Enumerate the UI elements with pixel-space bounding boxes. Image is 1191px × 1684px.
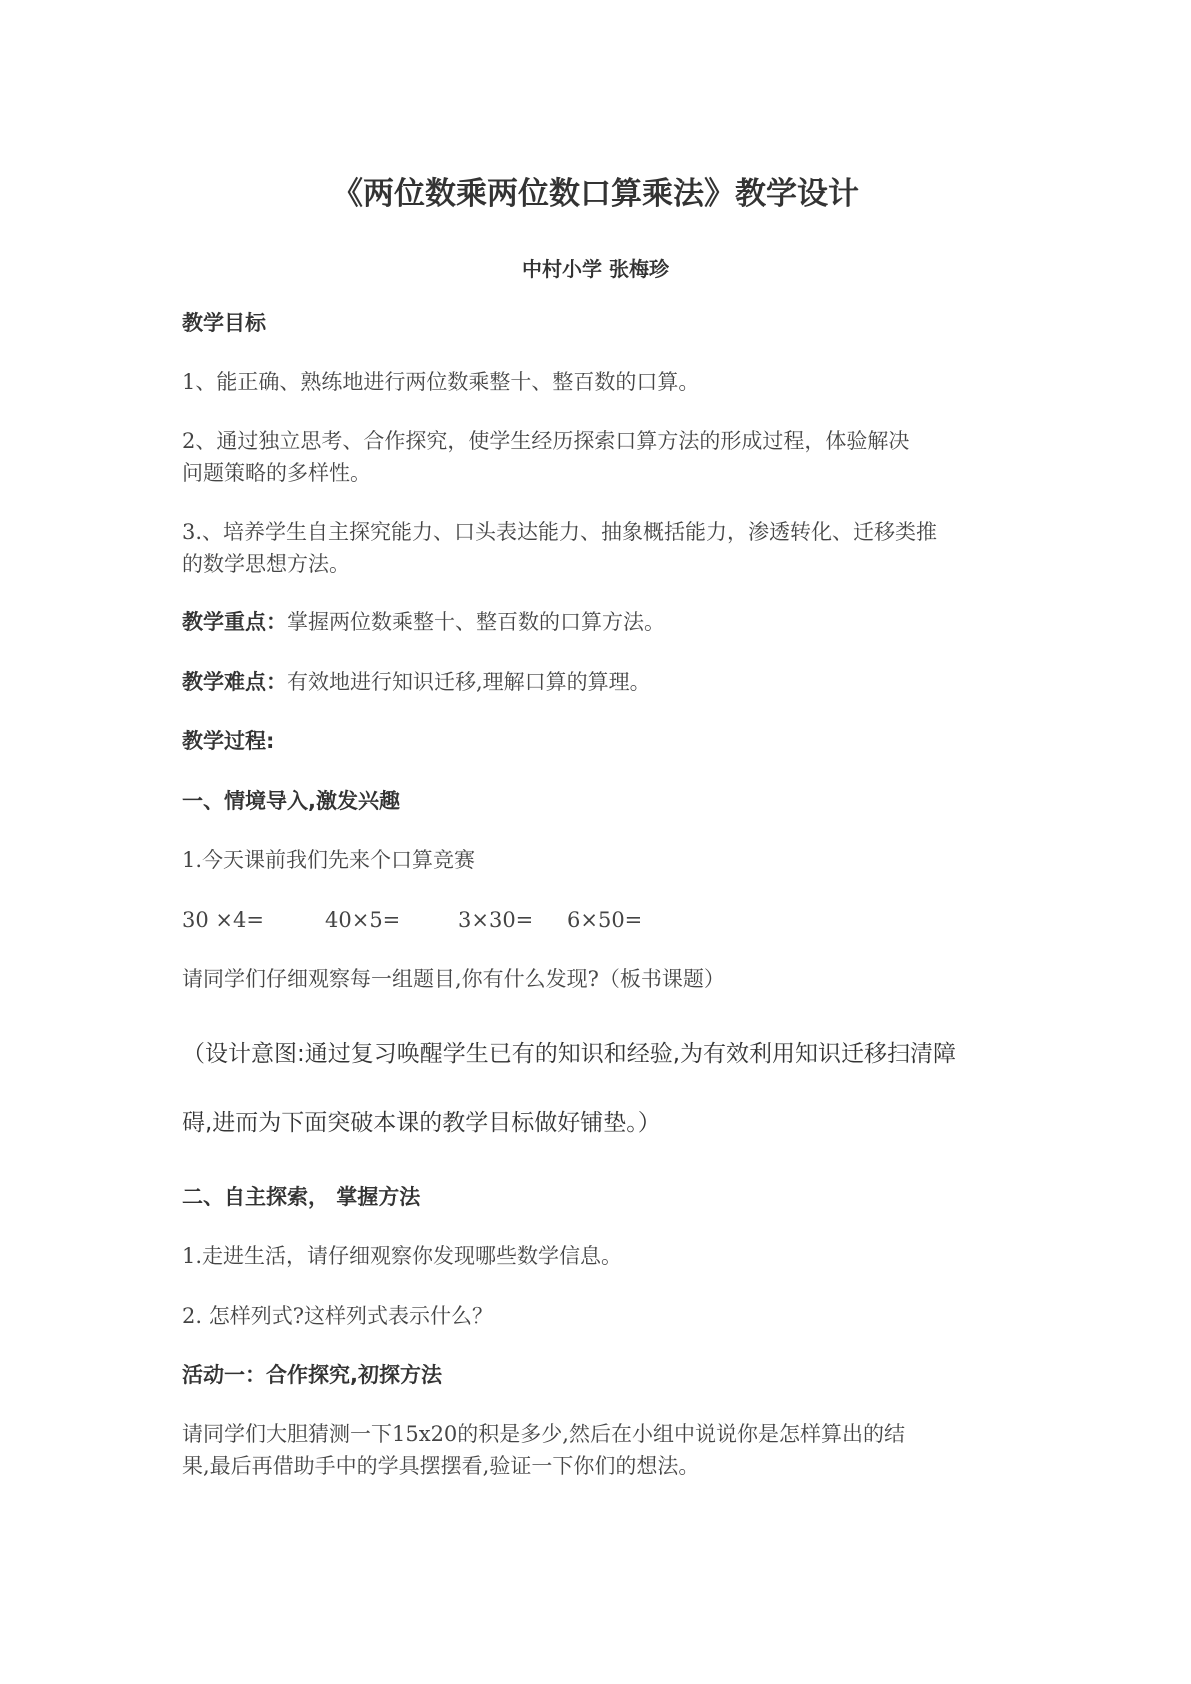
activity-1-heading: 活动一：合作探究,初探方法	[182, 1363, 442, 1387]
goal-2-line-2: 问题策略的多样性。	[182, 461, 371, 485]
goal-1: 1、能正确、熟练地进行两位数乘整十、整百数的口算。	[182, 370, 700, 394]
difficulty-point	[182, 666, 1022, 698]
goal-2-line-1: 2、通过独立思考、合作探究，使学生经历探索口算方法的形成过程，体验解决	[182, 429, 910, 453]
section-1-item-1: 1.今天课前我们先来个口算竞赛	[182, 848, 476, 872]
goals-heading: 教学目标	[182, 311, 266, 335]
equation-2: 40×5=	[325, 908, 401, 932]
key-point	[182, 606, 1022, 638]
activity-1-line-2: 果,最后再借助手中的学具摆摆看,验证一下你们的想法。	[182, 1454, 700, 1478]
activity-1-line-1: 请同学们大胆猜测一下15x20的积是多少,然后在小组中说说你是怎样算出的结	[182, 1422, 905, 1446]
difficulty-text: 有效地进行知识迁移,理解口算的算理。	[287, 670, 651, 694]
author-line: 中村小学 张梅珍	[522, 257, 669, 281]
equation-3: 3×30=	[458, 908, 534, 932]
section-2-item-2: 2. 怎样列式?这样列式表示什么？	[182, 1304, 493, 1328]
goal-3-line-1: 3.、培养学生自主探究能力、口头表达能力、抽象概括能力，渗透转化、迁移类推	[182, 520, 938, 544]
section-2-heading: 二、自主探索， 掌握方法	[182, 1185, 421, 1209]
equation-4: 6×50=	[567, 908, 643, 932]
section-1-heading: 一、情境导入,激发兴趣	[182, 789, 400, 813]
difficulty-label: 教学难点：	[182, 670, 287, 694]
equation-1: 30 ×4=	[182, 908, 264, 932]
process-heading: 教学过程:	[182, 729, 275, 753]
goal-3-line-2: 的数学思想方法。	[182, 552, 350, 576]
key-point-text: 掌握两位数乘整十、整百数的口算方法。	[287, 610, 665, 634]
document-title: 《两位数乘两位数口算乘法》教学设计	[332, 176, 859, 212]
design-intent-line-2: 碍,进而为下面突破本课的教学目标做好铺垫。）	[182, 1110, 661, 1136]
section-1-question: 请同学们仔细观察每一组题目,你有什么发现?（板书课题）	[182, 967, 725, 991]
section-2-item-1: 1.走进生活，请仔细观察你发现哪些数学信息。	[182, 1244, 623, 1268]
key-point-label: 教学重点：	[182, 610, 287, 634]
design-intent-line-1: （设计意图:通过复习唤醒学生已有的知识和经验,为有效利用知识迁移扫清障	[182, 1041, 957, 1067]
